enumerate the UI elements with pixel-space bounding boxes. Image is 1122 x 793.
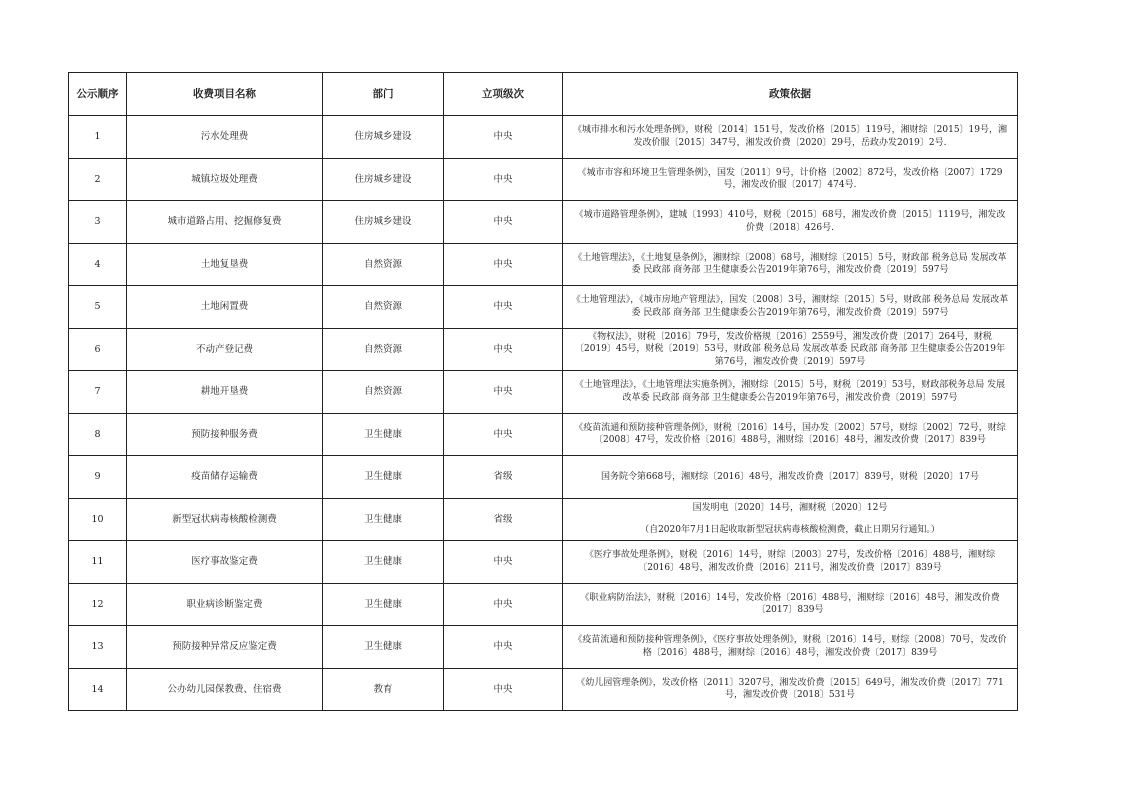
table-row bbox=[69, 371, 1018, 414]
header-level: 立项级次 bbox=[444, 73, 563, 116]
cell-name: 新型冠状病毒核酸检测费 bbox=[127, 498, 323, 541]
cell-level: 中央 bbox=[444, 541, 563, 584]
basis-text: 《幼儿园管理条例》，发改价格〔2011〕3207号，湘发改价费〔2015〕649号，湘发改价费〔2017〕771号，湘发改价费〔2018〕531号 bbox=[576, 677, 1004, 701]
cell-name: 公办幼儿园保教费、住宿费 bbox=[127, 668, 323, 711]
cell-basis bbox=[563, 116, 1018, 159]
basis-text: 国发明电〔2020〕14号，湘财税〔2020〕12号 bbox=[692, 502, 888, 513]
table-row bbox=[69, 116, 1018, 159]
cell-level: 中央 bbox=[444, 286, 563, 329]
cell-dept: 卫生健康 bbox=[323, 456, 444, 499]
basis-text: 《土地管理法》，《城市房地产管理法》，国发〔2008〕3号，湘财综〔2015〕5号，财政部 税务总局 发展改革委 民政部 商务部 卫生健康委公告2019年第76号，湘发改价费〔2019〕597号 bbox=[571, 295, 1009, 318]
table-row bbox=[69, 626, 1018, 669]
table-row bbox=[69, 498, 1018, 541]
cell-seq: 1 bbox=[69, 116, 127, 159]
cell-basis bbox=[563, 371, 1018, 414]
cell-basis bbox=[563, 583, 1018, 626]
cell-basis bbox=[563, 413, 1018, 456]
cell-level: 中央 bbox=[444, 201, 563, 244]
cell-basis bbox=[563, 541, 1018, 584]
cell-level: 中央 bbox=[444, 413, 563, 456]
table-row bbox=[69, 668, 1018, 711]
cell-seq: 3 bbox=[69, 201, 127, 244]
basis-text: 《物权法》，财税〔2016〕79号，发改价格规〔2016〕2559号，湘发改价费〔2017〕264号，财税〔2019〕45号，财税〔2019〕53号，财政部 税务总局 发展改革委 民政部 商务部 卫生健康委公告2019年第76号，湘发改价费〔2019〕597号 bbox=[575, 331, 1005, 367]
cell-basis bbox=[563, 668, 1018, 711]
table-row bbox=[69, 456, 1018, 499]
table-row bbox=[69, 328, 1018, 371]
cell-seq: 10 bbox=[69, 498, 127, 541]
basis-text: 《土地管理法》，《土地复垦条例》，湘财综〔2008〕68号，湘财综〔2015〕5号，财政部 税务总局 发展改革委 民政部 商务部 卫生健康委公告2019年第76号，湘发改价费〔2019〕597号 bbox=[573, 252, 1007, 276]
cell-level: 中央 bbox=[444, 328, 563, 371]
cell-seq: 2 bbox=[69, 158, 127, 201]
cell-dept: 住房城乡建设 bbox=[323, 201, 444, 244]
cell-seq: 14 bbox=[69, 668, 127, 711]
table-body bbox=[69, 116, 1018, 711]
cell-level: 中央 bbox=[444, 371, 563, 414]
header-basis: 政策依据 bbox=[563, 73, 1018, 116]
cell-basis bbox=[563, 158, 1018, 201]
table-row bbox=[69, 541, 1018, 584]
table-row bbox=[69, 286, 1018, 329]
cell-dept: 自然资源 bbox=[323, 243, 444, 286]
cell-dept: 自然资源 bbox=[323, 328, 444, 371]
cell-dept: 卫生健康 bbox=[323, 541, 444, 584]
table-row bbox=[69, 158, 1018, 201]
cell-seq: 4 bbox=[69, 243, 127, 286]
cell-name: 疫苗储存运输费 bbox=[127, 456, 323, 499]
cell-dept: 自然资源 bbox=[323, 286, 444, 329]
cell-seq: 7 bbox=[69, 371, 127, 414]
cell-level: 中央 bbox=[444, 243, 563, 286]
cell-level: 中央 bbox=[444, 158, 563, 201]
basis-text: 国务院令第668号，湘财综〔2016〕48号，湘发改价费〔2017〕839号，财税〔2020〕17号 bbox=[601, 471, 979, 482]
cell-name: 土地复垦费 bbox=[127, 243, 323, 286]
cell-dept: 自然资源 bbox=[323, 371, 444, 414]
cell-basis bbox=[563, 328, 1018, 371]
cell-dept: 卫生健康 bbox=[323, 583, 444, 626]
cell-name: 污水处理费 bbox=[127, 116, 323, 159]
table-row bbox=[69, 413, 1018, 456]
cell-basis bbox=[563, 201, 1018, 244]
cell-seq: 5 bbox=[69, 286, 127, 329]
basis-text: 《职业病防治法》，财税〔2016〕14号，发改价格〔2016〕488号，湘财综〔2016〕48号，湘发改价费〔2017〕839号 bbox=[580, 592, 1000, 616]
cell-name: 预防接种服务费 bbox=[127, 413, 323, 456]
cell-seq: 6 bbox=[69, 328, 127, 371]
cell-basis bbox=[563, 498, 1018, 541]
cell-dept: 住房城乡建设 bbox=[323, 116, 444, 159]
cell-name: 职业病诊断鉴定费 bbox=[127, 583, 323, 626]
basis-text: 《城市道路管理条例》，建城〔1993〕410号，财税〔2015〕68号，湘发改价费〔2015〕1119号，湘发改价费〔2018〕426号. bbox=[574, 210, 1006, 233]
basis-text: 《城市排水和污水处理条例》，财税〔2014〕151号，发改价格〔2015〕119号，湘财综〔2015〕19号，湘发改价服〔2015〕347号，湘发改价费〔2020〕29号，岳政办发2019〕2号. bbox=[572, 125, 1008, 148]
cell-basis bbox=[563, 626, 1018, 669]
cell-seq: 11 bbox=[69, 541, 127, 584]
header-dept: 部门 bbox=[323, 73, 444, 116]
cell-name: 城镇垃圾处理费 bbox=[127, 158, 323, 201]
table-row bbox=[69, 243, 1018, 286]
cell-level: 中央 bbox=[444, 668, 563, 711]
basis-text: 《医疗事故处理条例》，财税〔2016〕14号，财综〔2003〕27号，发改价格〔2016〕488号，湘财综〔2016〕48号，湘发改价费〔2016〕211号，湘发改价费〔2017〕839号 bbox=[584, 550, 996, 573]
basis-text: 《疫苗流通和预防接种管理条例》，财税〔2016〕14号，国办发〔2002〕57号，财综〔2002〕72号，财综〔2008〕47号，发改价格〔2016〕488号，湘财综〔2016〕48号，湘发改价费〔2017〕839号 bbox=[574, 422, 1006, 446]
cell-level: 省级 bbox=[444, 456, 563, 499]
cell-basis bbox=[563, 243, 1018, 286]
basis-note: （自2020年7月1日起收取新型冠状病毒核酸检测费，截止日期另行通知。） bbox=[640, 525, 940, 536]
cell-level: 省级 bbox=[444, 498, 563, 541]
cell-seq: 8 bbox=[69, 413, 127, 456]
basis-text: 《城市市容和环境卫生管理条例》，国发〔2011〕9号，计价格〔2002〕872号，发改价格〔2007〕1729号，湘发改价服〔2017〕474号. bbox=[577, 167, 1003, 191]
cell-level: 中央 bbox=[444, 116, 563, 159]
cell-dept: 住房城乡建设 bbox=[323, 158, 444, 201]
cell-name: 不动产登记费 bbox=[127, 328, 323, 371]
header-name: 收费项目名称 bbox=[127, 73, 323, 116]
header-seq: 公示顺序 bbox=[69, 73, 127, 116]
cell-level: 中央 bbox=[444, 626, 563, 669]
table-row bbox=[69, 201, 1018, 244]
cell-basis bbox=[563, 286, 1018, 329]
cell-seq: 12 bbox=[69, 583, 127, 626]
cell-dept: 卫生健康 bbox=[323, 498, 444, 541]
cell-basis bbox=[563, 456, 1018, 499]
cell-level: 中央 bbox=[444, 583, 563, 626]
cell-name: 土地闲置费 bbox=[127, 286, 323, 329]
cell-name: 耕地开垦费 bbox=[127, 371, 323, 414]
cell-name: 医疗事故鉴定费 bbox=[127, 541, 323, 584]
cell-name: 预防接种异常反应鉴定费 bbox=[127, 626, 323, 669]
table-row bbox=[69, 583, 1018, 626]
cell-dept: 卫生健康 bbox=[323, 626, 444, 669]
header-row bbox=[69, 73, 1018, 116]
fee-table bbox=[68, 72, 1018, 711]
cell-name: 城市道路占用、挖掘修复费 bbox=[127, 201, 323, 244]
cell-dept: 教育 bbox=[323, 668, 444, 711]
cell-seq: 13 bbox=[69, 626, 127, 669]
cell-seq: 9 bbox=[69, 456, 127, 499]
basis-text: 《土地管理法》，《土地管理法实施条例》，湘财综〔2015〕5号，财税〔2019〕53号，财政部税务总局 发展改革委 民政部 商务部 卫生健康委公告2019年第76号，湘发改价费〔2019〕597号 bbox=[574, 380, 1006, 403]
cell-dept: 卫生健康 bbox=[323, 413, 444, 456]
basis-text: 《疫苗流通和预防接种管理条例》，《医疗事故处理条例》，财税〔2016〕14号，财综〔2008〕70号，发改价格〔2016〕488号，湘财综〔2016〕48号，湘发改价费〔2017〕839号 bbox=[573, 635, 1007, 658]
